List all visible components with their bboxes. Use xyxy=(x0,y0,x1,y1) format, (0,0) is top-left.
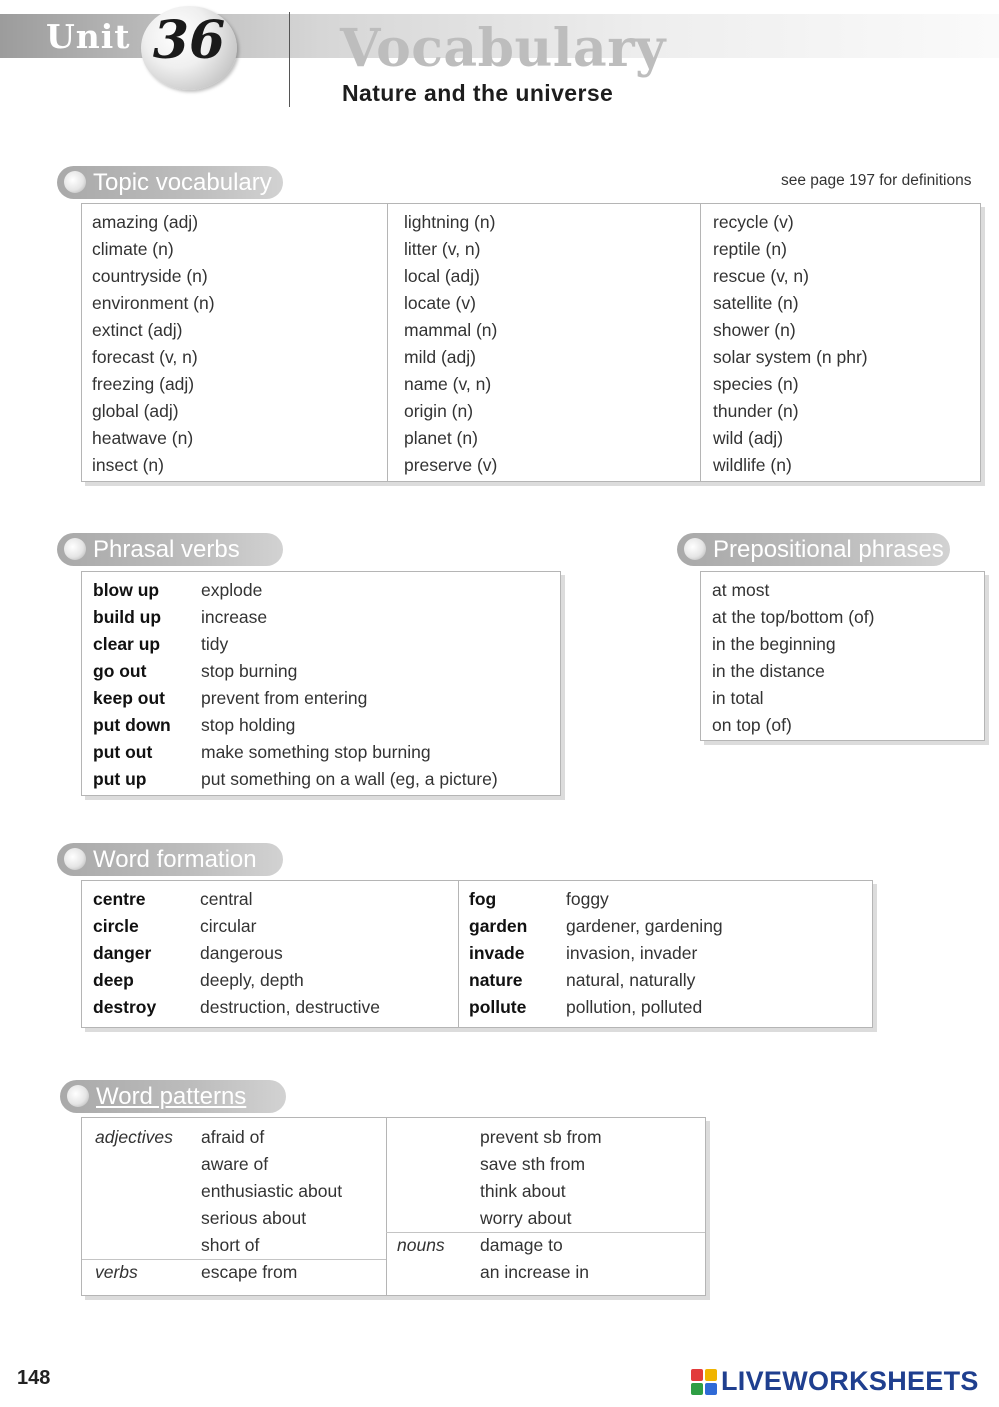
phrasal-verb-meaning: stop burning xyxy=(201,661,298,681)
vocab-item: extinct (adj) xyxy=(92,320,183,340)
bullet-icon xyxy=(64,848,86,870)
page-number: 148 xyxy=(17,1367,51,1389)
phrasal-verb-meaning: put something on a wall (eg, a picture) xyxy=(201,769,498,789)
liveworksheets-logo[interactable] xyxy=(691,1366,979,1397)
phrasal-verb: put up xyxy=(93,769,147,789)
vocab-item: forecast (v, n) xyxy=(92,347,198,367)
adjective-pattern: enthusiastic about xyxy=(201,1181,343,1201)
phrasal-verb: clear up xyxy=(93,634,161,654)
base-word: centre xyxy=(93,889,146,909)
page-title: Vocabulary xyxy=(340,18,666,79)
phrasal-verb-meaning: prevent from entering xyxy=(201,688,368,708)
phrasal-verbs-heading xyxy=(57,533,283,566)
adjective-pattern: aware of xyxy=(201,1154,269,1174)
base-word: destroy xyxy=(93,997,157,1017)
unit-label: Unit xyxy=(46,17,131,56)
vocab-item: rescue (v, n) xyxy=(713,266,809,286)
verb-pattern: worry about xyxy=(480,1208,572,1228)
bullet-icon xyxy=(684,538,706,560)
phrasal-verb-meaning: make something stop burning xyxy=(201,742,431,762)
derived-forms: destruction, destructive xyxy=(200,997,380,1017)
vocab-item: species (n) xyxy=(713,374,799,394)
nouns-label: nouns xyxy=(397,1235,445,1255)
derived-forms: circular xyxy=(200,916,257,936)
definitions-note: see page 197 for definitions xyxy=(781,172,972,189)
vocab-item: litter (v, n) xyxy=(404,239,481,259)
brand-name: LIVEWORKSHEETS xyxy=(721,1366,979,1396)
topic-vocabulary-heading xyxy=(57,166,283,199)
prepositional-phrases-box xyxy=(700,571,985,741)
noun-pattern: an increase in xyxy=(480,1262,589,1282)
vocab-item: preserve (v) xyxy=(404,455,498,475)
vocab-item: lightning (n) xyxy=(404,212,496,232)
phrasal-verb: put out xyxy=(93,742,153,762)
vocab-item: mammal (n) xyxy=(404,320,498,340)
unit-number: 36 xyxy=(152,10,226,71)
section-heading-text: Word patterns xyxy=(96,1083,247,1110)
adjective-pattern: serious about xyxy=(201,1208,307,1228)
prepositional-phrase: in total xyxy=(712,688,764,708)
section-heading-text: Phrasal verbs xyxy=(93,536,240,563)
base-word: fog xyxy=(469,889,497,909)
phrasal-verb: go out xyxy=(93,661,147,681)
phrasal-verb: put down xyxy=(93,715,171,735)
bullet-icon xyxy=(67,1085,89,1107)
column-divider xyxy=(387,204,388,481)
vocab-item: amazing (adj) xyxy=(92,212,199,232)
vocab-item: planet (n) xyxy=(404,428,478,448)
verb-pattern: think about xyxy=(480,1181,566,1201)
liveworksheets-logo-icon xyxy=(691,1369,717,1395)
derived-forms: gardener, gardening xyxy=(566,916,723,936)
prepositional-phrase: at the top/bottom (of) xyxy=(712,607,875,627)
column-divider xyxy=(458,881,459,1027)
row-divider xyxy=(386,1232,705,1233)
vocab-item: wild (adj) xyxy=(713,428,784,448)
word-formation-heading xyxy=(57,843,283,876)
vocab-item: reptile (n) xyxy=(713,239,787,259)
base-word: nature xyxy=(469,970,523,990)
vocab-item: satellite (n) xyxy=(713,293,799,313)
derived-forms: dangerous xyxy=(200,943,283,963)
vocab-item: recycle (v) xyxy=(713,212,794,232)
word-formation-box xyxy=(81,880,873,1028)
vocab-item: origin (n) xyxy=(404,401,474,421)
vocab-item: thunder (n) xyxy=(713,401,799,421)
vocab-item: insect (n) xyxy=(92,455,164,475)
base-word: danger xyxy=(93,943,152,963)
header-divider xyxy=(289,12,290,107)
vocab-item: environment (n) xyxy=(92,293,215,313)
vocab-item: name (v, n) xyxy=(404,374,492,394)
vocab-item: global (adj) xyxy=(92,401,179,421)
vocab-item: heatwave (n) xyxy=(92,428,194,448)
derived-forms: central xyxy=(200,889,253,909)
section-heading-text: Word formation xyxy=(93,846,257,873)
page-subtitle: Nature and the universe xyxy=(342,80,614,106)
phrasal-verb-meaning: tidy xyxy=(201,634,229,654)
base-word: garden xyxy=(469,916,528,936)
derived-forms: deeply, depth xyxy=(200,970,304,990)
phrasal-verb-meaning: explode xyxy=(201,580,263,600)
vocab-item: locate (v) xyxy=(404,293,476,313)
section-heading-text: Prepositional phrases xyxy=(713,536,944,563)
verb-pattern: escape from xyxy=(201,1262,298,1282)
section-heading-text: Topic vocabulary xyxy=(93,169,272,196)
base-word: circle xyxy=(93,916,139,936)
derived-forms: natural, naturally xyxy=(566,970,696,990)
verb-pattern: prevent sb from xyxy=(480,1127,602,1147)
bullet-icon xyxy=(64,171,86,193)
derived-forms: pollution, polluted xyxy=(566,997,703,1017)
vocab-item: countryside (n) xyxy=(92,266,208,286)
word-patterns-heading xyxy=(60,1080,286,1113)
phrasal-verb: blow up xyxy=(93,580,160,600)
phrasal-verb-meaning: increase xyxy=(201,607,268,627)
vocab-item: freezing (adj) xyxy=(92,374,195,394)
vocab-item: wildlife (n) xyxy=(713,455,792,475)
base-word: pollute xyxy=(469,997,527,1017)
derived-forms: invasion, invader xyxy=(566,943,698,963)
adjective-pattern: afraid of xyxy=(201,1127,265,1147)
adjectives-label: adjectives xyxy=(95,1127,173,1147)
vocab-item: mild (adj) xyxy=(404,347,476,367)
adjective-pattern: short of xyxy=(201,1235,260,1255)
topic-vocabulary-box xyxy=(81,203,981,482)
word-patterns-box xyxy=(81,1117,706,1296)
phrasal-verb: build up xyxy=(93,607,162,627)
derived-forms: foggy xyxy=(566,889,609,909)
phrasal-verbs-box xyxy=(81,571,561,796)
verbs-label: verbs xyxy=(95,1262,138,1282)
phrasal-verb: keep out xyxy=(93,688,165,708)
vocab-item: local (adj) xyxy=(404,266,480,286)
column-divider xyxy=(386,1118,387,1295)
vocab-item: shower (n) xyxy=(713,320,796,340)
prepositional-phrase: in the distance xyxy=(712,661,825,681)
vocab-item: climate (n) xyxy=(92,239,174,259)
bullet-icon xyxy=(64,538,86,560)
row-divider xyxy=(82,1259,386,1260)
noun-pattern: damage to xyxy=(480,1235,563,1255)
base-word: invade xyxy=(469,943,525,963)
phrasal-verb-meaning: stop holding xyxy=(201,715,296,735)
vocab-item: solar system (n phr) xyxy=(713,347,868,367)
verb-pattern: save sth from xyxy=(480,1154,586,1174)
prepositional-phrases-heading xyxy=(677,533,950,566)
prepositional-phrase: in the beginning xyxy=(712,634,836,654)
prepositional-phrase: at most xyxy=(712,580,770,600)
prepositional-phrase: on top (of) xyxy=(712,715,792,735)
column-divider xyxy=(700,204,701,481)
base-word: deep xyxy=(93,970,134,990)
